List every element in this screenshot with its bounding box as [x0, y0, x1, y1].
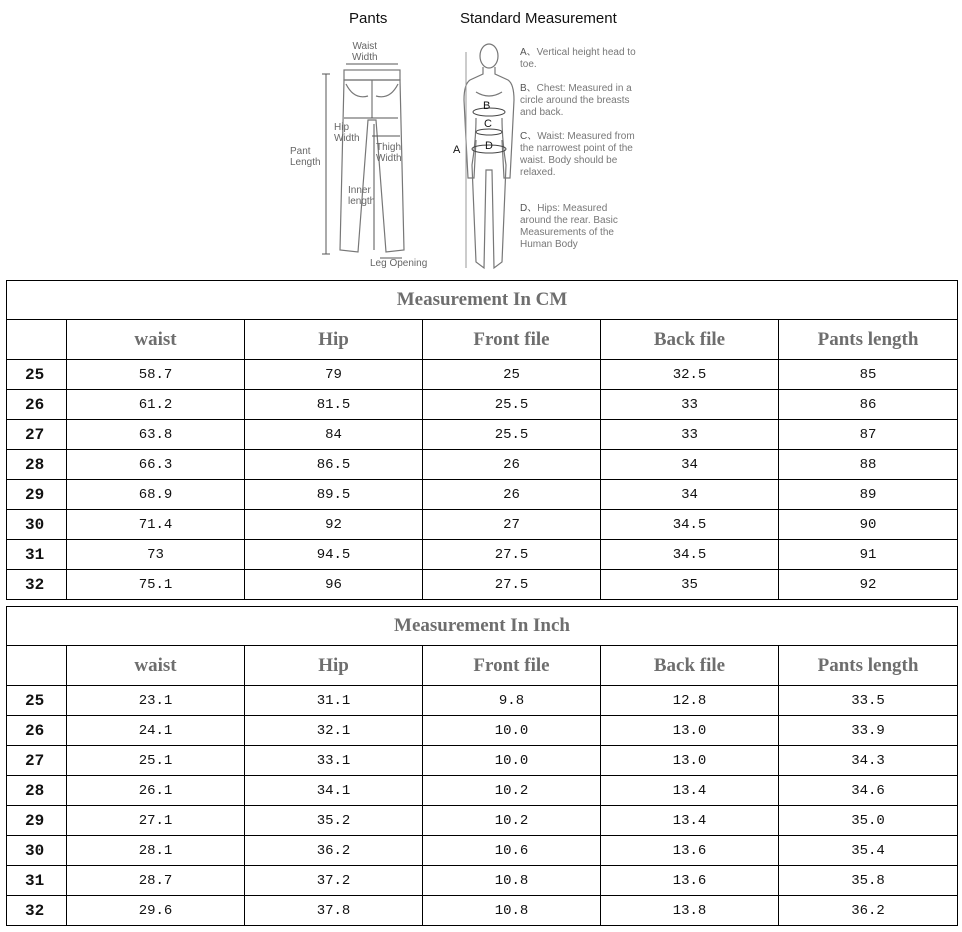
- body-letter-b: B: [483, 100, 491, 112]
- size-cell: 29: [7, 806, 67, 836]
- table-row: [7, 866, 958, 896]
- size-cell: 27: [7, 420, 67, 450]
- value-cell: 61.2: [67, 390, 245, 420]
- value-cell: 37.8: [245, 896, 423, 926]
- value-cell: 9.8: [423, 686, 601, 716]
- value-cell: 34: [601, 450, 779, 480]
- value-cell: 27.1: [67, 806, 245, 836]
- value-cell: 12.8: [601, 686, 779, 716]
- pants-pocket-right: [376, 84, 398, 97]
- value-cell: 90: [779, 510, 958, 540]
- measurement-figure: [280, 0, 660, 278]
- value-cell: 13.0: [601, 716, 779, 746]
- value-cell: 89: [779, 480, 958, 510]
- value-cell: 86.5: [245, 450, 423, 480]
- value-cell: 34.1: [245, 776, 423, 806]
- body-drawing: [464, 44, 514, 268]
- value-cell: 94.5: [245, 540, 423, 570]
- value-cell: 84: [245, 420, 423, 450]
- value-cell: 81.5: [245, 390, 423, 420]
- value-cell: 71.4: [67, 510, 245, 540]
- value-cell: 33: [601, 420, 779, 450]
- value-cell: 13.0: [601, 746, 779, 776]
- body-letter-a: A: [453, 144, 461, 156]
- column-header: Pants length: [779, 646, 958, 686]
- value-cell: 34.6: [779, 776, 958, 806]
- description-a: A、Vertical height head to toe.: [520, 47, 636, 70]
- value-cell: 10.6: [423, 836, 601, 866]
- value-cell: 33.9: [779, 716, 958, 746]
- value-cell: 33.5: [779, 686, 958, 716]
- pants-pocket-left: [346, 84, 368, 97]
- table-row: [7, 896, 958, 926]
- size-cell: 31: [7, 540, 67, 570]
- hip-width-label: Hip Width: [334, 122, 360, 144]
- body-left-side: [464, 67, 483, 178]
- value-cell: 33: [601, 390, 779, 420]
- value-cell: 34.5: [601, 510, 779, 540]
- description-d: D、Hips: Measured around the rear. Basic Measurements of the Human Body: [520, 203, 618, 250]
- value-cell: 75.1: [67, 570, 245, 600]
- value-cell: 23.1: [67, 686, 245, 716]
- value-cell: 36.2: [779, 896, 958, 926]
- body-right-side: [495, 67, 514, 178]
- column-header: Hip: [245, 320, 423, 360]
- value-cell: 10.2: [423, 806, 601, 836]
- table-row: [7, 836, 958, 866]
- value-cell: 25: [423, 360, 601, 390]
- table-row: [7, 390, 958, 420]
- table-header-row: [7, 320, 958, 360]
- size-cell: 32: [7, 570, 67, 600]
- column-header: Pants length: [779, 320, 958, 360]
- size-cell: 25: [7, 360, 67, 390]
- column-header: Hip: [245, 646, 423, 686]
- value-cell: 87: [779, 420, 958, 450]
- value-cell: 25.1: [67, 746, 245, 776]
- pants-title: Pants: [349, 10, 388, 27]
- value-cell: 68.9: [67, 480, 245, 510]
- description-b: B、Chest: Measured in a circle around the breasts and back.: [520, 83, 632, 118]
- value-cell: 10.0: [423, 716, 601, 746]
- table-row: [7, 510, 958, 540]
- value-cell: 66.3: [67, 450, 245, 480]
- size-cell: 28: [7, 450, 67, 480]
- thigh-width-label: Thigh Width: [376, 142, 402, 164]
- body-letter-c: C: [484, 118, 492, 130]
- value-cell: 33.1: [245, 746, 423, 776]
- column-header: Front file: [423, 646, 601, 686]
- measurement-table-cm: [6, 280, 958, 600]
- table-row: [7, 776, 958, 806]
- column-header: Back file: [601, 320, 779, 360]
- value-cell: 13.6: [601, 866, 779, 896]
- body-measure-rings: [466, 52, 506, 268]
- value-cell: 36.2: [245, 836, 423, 866]
- value-cell: 63.8: [67, 420, 245, 450]
- size-cell: 31: [7, 866, 67, 896]
- value-cell: 92: [245, 510, 423, 540]
- value-cell: 13.6: [601, 836, 779, 866]
- value-cell: 32.1: [245, 716, 423, 746]
- column-header: waist: [67, 320, 245, 360]
- value-cell: 34: [601, 480, 779, 510]
- value-cell: 10.0: [423, 746, 601, 776]
- value-cell: 10.8: [423, 896, 601, 926]
- table-row: [7, 420, 958, 450]
- value-cell: 27.5: [423, 540, 601, 570]
- value-cell: 86: [779, 390, 958, 420]
- value-cell: 35.8: [779, 866, 958, 896]
- value-cell: 13.4: [601, 806, 779, 836]
- body-chest-line: [476, 92, 502, 96]
- column-header: Back file: [601, 646, 779, 686]
- body-letter-d: D: [485, 140, 493, 152]
- measurement-table-inch: [6, 606, 958, 926]
- value-cell: 27: [423, 510, 601, 540]
- value-cell: 79: [245, 360, 423, 390]
- table-caption: Measurement In Inch: [7, 607, 958, 646]
- value-cell: 35.0: [779, 806, 958, 836]
- value-cell: 24.1: [67, 716, 245, 746]
- column-header: [7, 320, 67, 360]
- leg-opening-label: Leg Opening: [370, 258, 428, 269]
- value-cell: 26.1: [67, 776, 245, 806]
- value-cell: 25.5: [423, 420, 601, 450]
- value-cell: 37.2: [245, 866, 423, 896]
- size-cell: 26: [7, 390, 67, 420]
- pant-length-label: Pant Length: [290, 146, 321, 168]
- table-row: [7, 360, 958, 390]
- value-cell: 35.4: [779, 836, 958, 866]
- value-cell: 91: [779, 540, 958, 570]
- value-cell: 92: [779, 570, 958, 600]
- size-cell: 25: [7, 686, 67, 716]
- value-cell: 34.5: [601, 540, 779, 570]
- size-cell: 30: [7, 510, 67, 540]
- value-cell: 85: [779, 360, 958, 390]
- value-cell: 34.3: [779, 746, 958, 776]
- value-cell: 25.5: [423, 390, 601, 420]
- table-row: [7, 570, 958, 600]
- value-cell: 31.1: [245, 686, 423, 716]
- pants-waistband: [344, 70, 400, 80]
- inner-length-label: Inner length: [348, 185, 376, 207]
- size-cell: 32: [7, 896, 67, 926]
- value-cell: 27.5: [423, 570, 601, 600]
- column-header: [7, 646, 67, 686]
- value-cell: 13.8: [601, 896, 779, 926]
- column-header: Front file: [423, 320, 601, 360]
- waist-width-label: Waist Width: [352, 41, 378, 63]
- value-cell: 26: [423, 480, 601, 510]
- value-cell: 88: [779, 450, 958, 480]
- table-caption: Measurement In CM: [7, 281, 958, 320]
- value-cell: 89.5: [245, 480, 423, 510]
- value-cell: 13.4: [601, 776, 779, 806]
- table-header-row: [7, 646, 958, 686]
- size-cell: 30: [7, 836, 67, 866]
- value-cell: 28.7: [67, 866, 245, 896]
- table-row: [7, 806, 958, 836]
- table-row: [7, 450, 958, 480]
- value-cell: 29.6: [67, 896, 245, 926]
- body-head: [480, 44, 498, 68]
- size-cell: 28: [7, 776, 67, 806]
- standard-measurement-title: Standard Measurement: [460, 10, 617, 27]
- value-cell: 10.2: [423, 776, 601, 806]
- size-cell: 26: [7, 716, 67, 746]
- value-cell: 28.1: [67, 836, 245, 866]
- value-cell: 35.2: [245, 806, 423, 836]
- size-cell: 27: [7, 746, 67, 776]
- table-row: [7, 746, 958, 776]
- table-row: [7, 716, 958, 746]
- value-cell: 96: [245, 570, 423, 600]
- value-cell: 26: [423, 450, 601, 480]
- value-cell: 58.7: [67, 360, 245, 390]
- table-row: [7, 686, 958, 716]
- table-caption-row: [7, 281, 958, 320]
- table-row: [7, 480, 958, 510]
- table-row: [7, 540, 958, 570]
- description-c: C、Waist: Measured from the narrowest point of the waist. Body should be relaxed.: [520, 131, 635, 178]
- value-cell: 35: [601, 570, 779, 600]
- value-cell: 32.5: [601, 360, 779, 390]
- value-cell: 73: [67, 540, 245, 570]
- table-caption-row: [7, 607, 958, 646]
- value-cell: 10.8: [423, 866, 601, 896]
- column-header: waist: [67, 646, 245, 686]
- size-cell: 29: [7, 480, 67, 510]
